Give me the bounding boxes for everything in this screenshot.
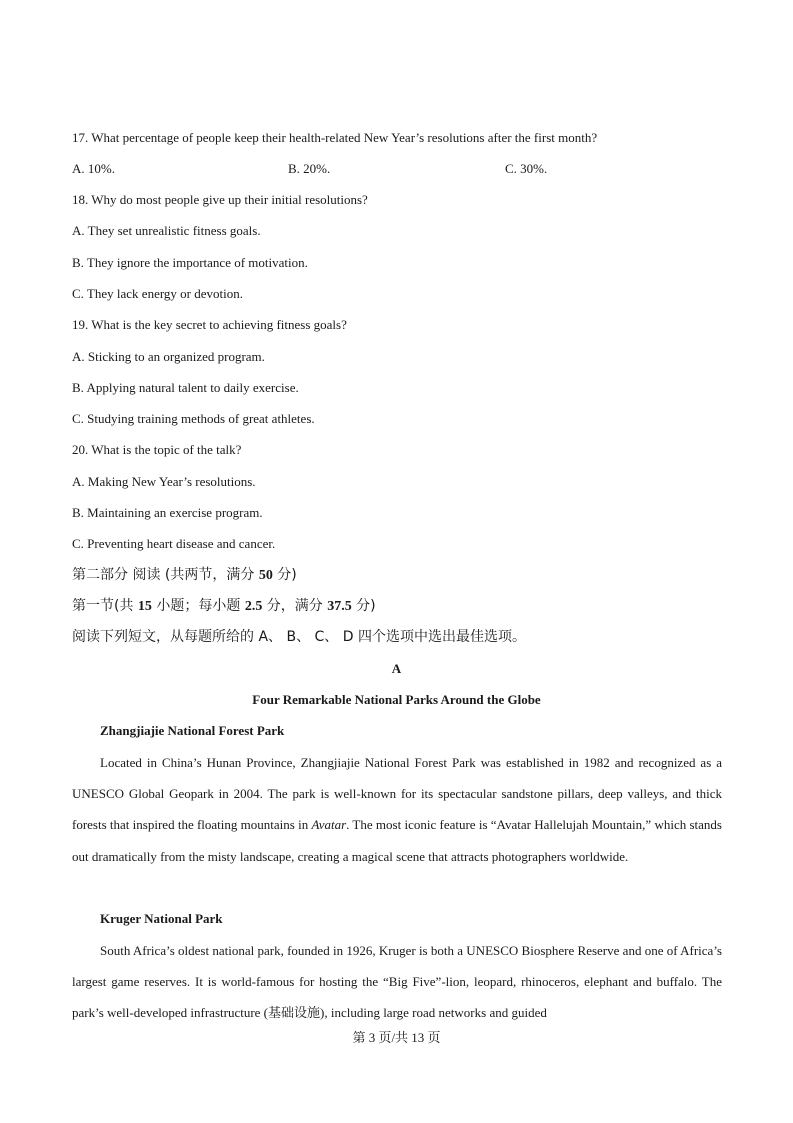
question-17-option-a: A. 10%. [72, 161, 115, 176]
park-2-paragraph: South Africa’s oldest national park, founded in 1926, Kruger is both a UNESCO Biosphere Reserve and one of Africa’s largest game reserves. It is world-famous for hosting the “Big Five”-lion, leopard, rhinoceros, elephant and buffalo. The park’s well-developed infrastructure (基础设施), including large road networks and guided [72, 943, 722, 1021]
page-number-footer: 第 3 页/共 13 页 [352, 1030, 441, 1045]
question-20-option-a: A. Making New Year’s resolutions. [72, 474, 256, 489]
question-19-stem: 19. What is the key secret to achieving fitness goals? [72, 317, 347, 332]
park-1-heading: Zhangjiajie National Forest Park [100, 723, 285, 738]
park-2-heading: Kruger National Park [100, 911, 223, 926]
passage-title: Four Remarkable National Parks Around the Globe [252, 692, 541, 707]
question-20-stem: 20. What is the topic of the talk? [72, 442, 242, 457]
question-19-option-a: A. Sticking to an organized program. [72, 349, 265, 364]
passage-letter: A [391, 661, 402, 676]
question-18-option-a: A. They set unrealistic fitness goals. [72, 223, 261, 238]
question-20-option-b: B. Maintaining an exercise program. [72, 505, 263, 520]
question-17-option-b: B. 20%. [288, 161, 331, 176]
question-17-stem: 17. What percentage of people keep their health-related New Year’s resolutions after the first month? [72, 130, 598, 145]
question-18-option-c: C. They lack energy or devotion. [72, 286, 244, 301]
question-19-option-c: C. Studying training methods of great athletes. [72, 411, 315, 426]
question-18-stem: 18. Why do most people give up their initial resolutions? [72, 192, 368, 207]
question-20-option-c: C. Preventing heart disease and cancer. [72, 536, 276, 551]
section-one-heading: 第一节(共 15 小题；每小题 2.5 分，满分 37.5 分) [72, 598, 376, 614]
question-18-option-b: B. They ignore the importance of motivation. [72, 255, 308, 270]
question-17-option-c: C. 30%. [505, 161, 548, 176]
reading-instruction: 阅读下列短文，从每题所给的 A、 B、 C、 D 四个选项中选出最佳选项。 [72, 629, 526, 645]
park-1-paragraph: Located in China’s Hunan Province, Zhangjiajie National Forest Park was established in 1982 and recognized as a UNESCO Global Geopark in 2004. The park is well-known for its spectacular sandstone pillars, deep valleys, and thick forests that inspired the floating mountains in Avatar. The most iconic feature is “Avatar Hallelujah Mountain,” which stands out dramatically from the misty landscape, creating a magical scene that attracts photographers worldwide. [72, 755, 722, 864]
part-two-heading: 第二部分 阅读 (共两节，满分 50 分) [72, 567, 297, 583]
question-19-option-b: B. Applying natural talent to daily exercise. [72, 380, 299, 395]
